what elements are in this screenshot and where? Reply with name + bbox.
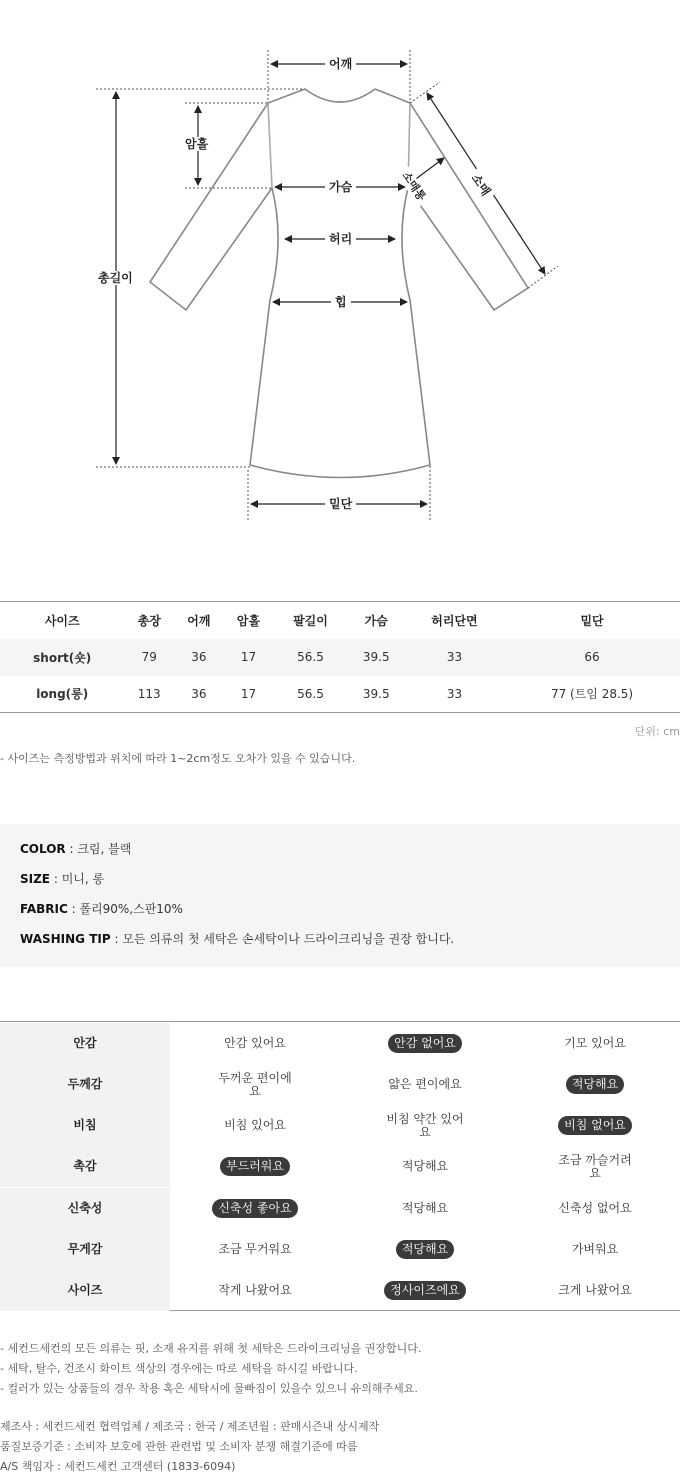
feel-option: 조금 까슬거려요 <box>558 1152 632 1180</box>
feel-label: 신축성 <box>0 1188 170 1229</box>
size-note: - 사이즈는 측정방법과 위치에 따라 1~2cm정도 오차가 있을 수 있습니다. <box>0 752 356 765</box>
feel-option-cell <box>340 1064 510 1105</box>
feel-option-selected: 비침 없어요 <box>558 1116 632 1135</box>
table-cell: 33 <box>405 639 504 676</box>
label-armhole: 암홀 <box>181 137 212 151</box>
header-cell: 밑단 <box>504 602 680 639</box>
header-cell: 사이즈 <box>0 602 124 639</box>
feel-option-cell <box>170 1146 340 1187</box>
info-key: SIZE <box>20 872 51 886</box>
feel-option-cell <box>340 1229 510 1270</box>
feel-option-cell <box>170 1270 340 1311</box>
table-cell: 36 <box>174 639 224 676</box>
feel-option-cell <box>340 1023 510 1064</box>
label-length: 총길이 <box>94 271 137 285</box>
feel-label: 두께감 <box>0 1064 170 1105</box>
feel-option-selected: 적당해요 <box>396 1240 454 1259</box>
footer-line: A/S 책임자 : 세컨드세컨 고객센터 (1833-6094) <box>0 1460 236 1473</box>
header-cell: 허리단면 <box>405 602 504 639</box>
footer-line: 품질보증기준 : 소비자 보호에 관한 관련법 및 소비자 분쟁 해결기준에 따름 <box>0 1440 358 1453</box>
info-key: COLOR <box>20 842 66 856</box>
feel-option: 얇은 편이에요 <box>388 1077 462 1091</box>
feel-option: 안감 있어요 <box>224 1036 286 1050</box>
info-fabric <box>20 901 660 931</box>
measurement-diagram <box>0 0 680 560</box>
table-cell: 113 <box>124 676 174 713</box>
table-cell: 17 <box>224 676 274 713</box>
info-value: : 폴리90%,스판10% <box>67 902 183 916</box>
feel-option-cell <box>510 1229 680 1270</box>
info-value: : 모든 의류의 첫 세탁은 손세탁이나 드라이크리닝을 권장 합니다. <box>110 932 455 946</box>
table-row <box>0 639 680 676</box>
label-waist: 허리 <box>325 232 356 246</box>
feel-option-cell <box>170 1229 340 1270</box>
care-notes <box>0 1340 421 1400</box>
guide-lines <box>96 50 558 520</box>
feel-label: 사이즈 <box>0 1270 170 1311</box>
table-row <box>0 676 680 713</box>
note-line: - 컬러가 있는 상품들의 경우 착용 혹은 세탁시에 물빠짐이 있을수 있으니 유의해주세요. <box>0 1382 418 1395</box>
feel-option-cell <box>510 1064 680 1105</box>
info-color <box>20 841 660 871</box>
label-sleeve: 소매 <box>466 168 495 202</box>
feel-option-cell <box>510 1023 680 1064</box>
table-cell: 77 (트임 28.5) <box>504 676 680 713</box>
header-cell: 어깨 <box>174 602 224 639</box>
feel-row <box>0 1229 680 1270</box>
unit-label: 단위: cm <box>634 725 680 738</box>
feel-option-cell <box>170 1064 340 1105</box>
feel-row <box>0 1064 680 1105</box>
feel-option-selected: 신축성 좋아요 <box>212 1199 297 1218</box>
feel-option: 기모 있어요 <box>564 1036 626 1050</box>
header-cell: 가슴 <box>348 602 405 639</box>
feel-option: 비침 있어요 <box>224 1118 286 1132</box>
feel-option: 적당해요 <box>401 1159 449 1173</box>
feel-row <box>0 1270 680 1311</box>
feel-label: 촉감 <box>0 1146 170 1187</box>
feel-option-cell <box>170 1105 340 1146</box>
table-cell: 56.5 <box>273 676 347 713</box>
feel-row <box>0 1146 680 1187</box>
feel-option: 적당해요 <box>401 1201 449 1215</box>
info-key: FABRIC <box>20 902 68 916</box>
table-cell: short(숏) <box>0 639 124 676</box>
feel-option-cell <box>510 1146 680 1187</box>
info-value: : 크림, 블랙 <box>65 842 132 856</box>
feel-option: 조금 무거워요 <box>218 1242 292 1256</box>
feel-option-cell <box>510 1105 680 1146</box>
feel-option-cell <box>170 1023 340 1064</box>
feel-option-cell <box>340 1105 510 1146</box>
info-size <box>20 871 660 901</box>
info-key: WASHING TIP <box>20 932 111 946</box>
info-washing-tip <box>20 931 660 961</box>
table-cell: long(롱) <box>0 676 124 713</box>
header-cell: 팔길이 <box>273 602 347 639</box>
feel-option-cell <box>340 1270 510 1311</box>
label-shoulder: 어깨 <box>325 57 356 71</box>
table-cell: 39.5 <box>348 676 405 713</box>
feel-row <box>0 1023 680 1064</box>
feel-option: 신축성 없어요 <box>558 1201 632 1215</box>
table-cell: 39.5 <box>348 639 405 676</box>
size-table-header <box>0 602 680 639</box>
feel-option-cell <box>510 1270 680 1311</box>
table-cell: 66 <box>504 639 680 676</box>
feel-option-selected: 적당해요 <box>566 1075 624 1094</box>
fabric-feel-table <box>0 1021 680 1311</box>
feel-option-cell <box>170 1188 340 1229</box>
info-value: : 미니, 롱 <box>50 872 105 886</box>
note-line: - 세탁, 탈수, 건조시 화이트 색상의 경우에는 따로 세탁을 하시길 바랍니다. <box>0 1362 358 1375</box>
product-footer <box>0 1418 379 1478</box>
label-hem: 밑단 <box>325 497 356 511</box>
note-line: - 세컨드세컨의 모든 의류는 핏, 소재 유지를 위해 첫 세탁은 드라이크리닝을 권장합니다. <box>0 1342 422 1355</box>
label-hip: 힙 <box>331 295 351 309</box>
feel-option: 크게 나왔어요 <box>558 1283 632 1297</box>
feel-label: 안감 <box>0 1023 170 1064</box>
table-cell: 17 <box>224 639 274 676</box>
feel-row <box>0 1188 680 1229</box>
table-cell: 36 <box>174 676 224 713</box>
product-info <box>0 824 680 967</box>
feel-option: 작게 나왔어요 <box>218 1283 292 1297</box>
measure-arrows <box>116 64 545 504</box>
header-cell: 총장 <box>124 602 174 639</box>
footer-line: 제조사 : 세컨드세컨 협력업체 / 제조국 : 한국 / 제조년월 : 판매시즌내 상시제작 <box>0 1420 380 1433</box>
table-cell: 56.5 <box>273 639 347 676</box>
feel-label: 비침 <box>0 1105 170 1146</box>
feel-option-cell <box>340 1188 510 1229</box>
feel-option-selected: 부드러워요 <box>220 1157 290 1176</box>
feel-option-selected: 정사이즈에요 <box>384 1281 466 1300</box>
table-cell: 33 <box>405 676 504 713</box>
feel-option-cell <box>510 1188 680 1229</box>
size-table <box>0 601 680 713</box>
feel-option-cell <box>340 1146 510 1187</box>
feel-option: 비침 약간 있어요 <box>386 1111 464 1139</box>
feel-label: 무게감 <box>0 1229 170 1270</box>
feel-option: 가벼워요 <box>571 1242 619 1256</box>
table-cell: 79 <box>124 639 174 676</box>
feel-option: 두꺼운 편이에요 <box>218 1070 292 1098</box>
label-sleeve-width: 소매통 <box>396 166 430 207</box>
feel-row <box>0 1105 680 1146</box>
feel-option-selected: 안감 없어요 <box>388 1034 462 1053</box>
label-chest: 가슴 <box>325 180 356 194</box>
header-cell: 암홀 <box>224 602 274 639</box>
